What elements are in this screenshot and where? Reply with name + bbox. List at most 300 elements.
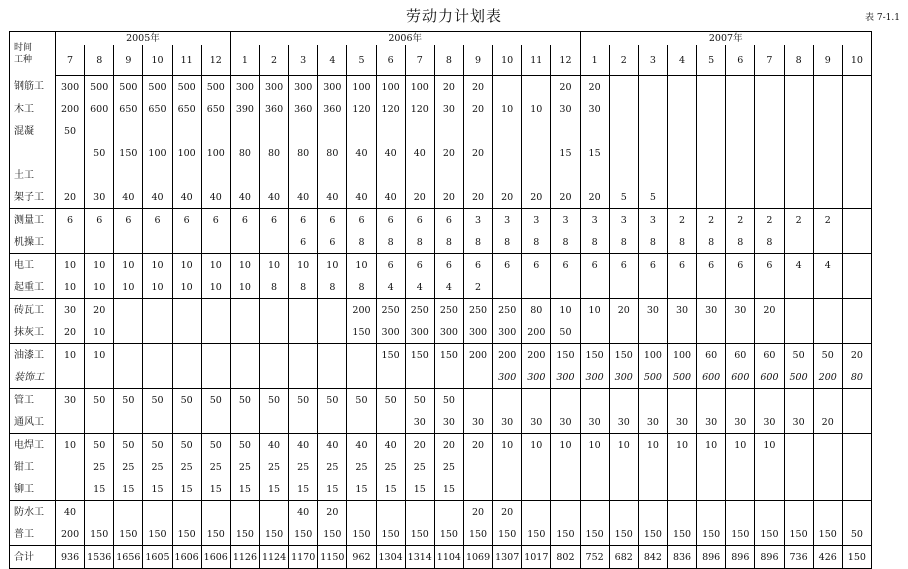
table-cell: [638, 389, 667, 412]
table-cell: [347, 411, 376, 434]
table-row: [10, 186, 872, 209]
table-cell: 10: [318, 254, 347, 277]
table-cell: [813, 501, 842, 524]
table-cell: 150: [726, 523, 755, 546]
table-cell: 6: [289, 231, 318, 254]
table-cell: 25: [347, 456, 376, 478]
table-cell: [667, 321, 696, 344]
month-header: 8: [85, 45, 114, 76]
table-cell: 6: [405, 254, 434, 277]
table-cell: [784, 120, 813, 142]
table-cell: 10: [230, 276, 259, 299]
table-cell: [463, 120, 492, 142]
table-cell: [755, 276, 784, 299]
table-cell: 30: [726, 299, 755, 322]
total-cell: 1170: [289, 546, 318, 569]
table-cell: [580, 164, 609, 186]
table-cell: [813, 389, 842, 412]
table-cell: [347, 120, 376, 142]
table-cell: 6: [289, 209, 318, 232]
table-cell: [726, 501, 755, 524]
table-cell: [667, 76, 696, 99]
month-header: 6: [726, 45, 755, 76]
table-cell: 8: [493, 231, 522, 254]
table-cell: [726, 76, 755, 99]
table-cell: 15: [551, 142, 580, 164]
table-cell: 3: [580, 209, 609, 232]
table-cell: [201, 501, 230, 524]
table-cell: [201, 411, 230, 434]
table-cell: 6: [493, 254, 522, 277]
table-cell: 200: [347, 299, 376, 322]
total-cell: 736: [784, 546, 813, 569]
table-cell: [85, 231, 114, 254]
table-cell: [813, 478, 842, 501]
table-cell: [638, 456, 667, 478]
table-cell: [697, 501, 726, 524]
table-cell: [755, 478, 784, 501]
table-cell: 500: [784, 366, 813, 389]
table-cell: [842, 389, 871, 412]
table-cell: 60: [726, 344, 755, 367]
table-cell: [143, 321, 172, 344]
total-cell: 896: [697, 546, 726, 569]
month-header: 10: [842, 45, 871, 76]
table-cell: 300: [56, 76, 85, 99]
table-cell: 500: [172, 76, 201, 99]
month-header: 7: [405, 45, 434, 76]
table-cell: [85, 366, 114, 389]
month-header-row: [10, 45, 872, 76]
table-cell: 6: [434, 254, 463, 277]
table-cell: 60: [755, 344, 784, 367]
month-header: 1: [230, 45, 259, 76]
month-header: 5: [697, 45, 726, 76]
table-cell: 15: [201, 478, 230, 501]
table-cell: 40: [376, 186, 405, 209]
table-cell: [842, 186, 871, 209]
table-cell: 2: [697, 209, 726, 232]
trade-label: 油漆工: [10, 344, 56, 367]
table-cell: [493, 389, 522, 412]
table-cell: 6: [755, 254, 784, 277]
table-cell: 30: [580, 411, 609, 434]
table-cell: 20: [580, 76, 609, 99]
table-cell: 300: [318, 76, 347, 99]
table-cell: 25: [114, 456, 143, 478]
table-cell: 25: [376, 456, 405, 478]
table-cell: [376, 120, 405, 142]
table-cell: 600: [697, 366, 726, 389]
table-cell: 10: [172, 254, 201, 277]
year-header: 2006年: [230, 32, 580, 46]
table-cell: [842, 76, 871, 99]
table-cell: 40: [289, 501, 318, 524]
table-cell: 250: [463, 299, 492, 322]
table-cell: 10: [522, 98, 551, 120]
table-cell: 150: [813, 523, 842, 546]
table-cell: 8: [318, 276, 347, 299]
table-cell: [813, 231, 842, 254]
table-cell: 10: [726, 434, 755, 457]
table-cell: [405, 120, 434, 142]
table-cell: [172, 344, 201, 367]
table-cell: [289, 366, 318, 389]
table-cell: [842, 411, 871, 434]
table-cell: 15: [114, 478, 143, 501]
table-cell: 100: [172, 142, 201, 164]
total-cell: 896: [726, 546, 755, 569]
table-cell: 10: [609, 434, 638, 457]
table-cell: [172, 321, 201, 344]
table-cell: 10: [259, 254, 288, 277]
table-cell: [726, 389, 755, 412]
table-cell: 30: [405, 411, 434, 434]
table-cell: 8: [638, 231, 667, 254]
table-cell: [638, 478, 667, 501]
table-cell: 20: [813, 411, 842, 434]
table-cell: [609, 478, 638, 501]
table-cell: 40: [376, 434, 405, 457]
table-cell: 25: [318, 456, 347, 478]
table-cell: [609, 120, 638, 142]
table-cell: [522, 456, 551, 478]
table-cell: [609, 276, 638, 299]
table-cell: 6: [347, 209, 376, 232]
table-cell: [842, 98, 871, 120]
table-cell: [638, 120, 667, 142]
table-cell: 40: [259, 434, 288, 457]
table-cell: 6: [230, 209, 259, 232]
table-cell: 5: [638, 186, 667, 209]
table-cell: 25: [434, 456, 463, 478]
table-cell: [755, 456, 784, 478]
table-cell: 2: [667, 209, 696, 232]
table-cell: [813, 456, 842, 478]
table-cell: 2: [813, 209, 842, 232]
table-cell: 10: [667, 434, 696, 457]
table-cell: 150: [114, 523, 143, 546]
table-cell: [697, 456, 726, 478]
table-cell: [726, 142, 755, 164]
table-cell: [697, 76, 726, 99]
table-cell: 10: [697, 434, 726, 457]
table-cell: [755, 164, 784, 186]
table-cell: [842, 321, 871, 344]
table-cell: [755, 142, 784, 164]
table-cell: 10: [347, 254, 376, 277]
table-cell: [755, 98, 784, 120]
trade-label: 起重工: [10, 276, 56, 299]
table-cell: 2: [726, 209, 755, 232]
total-label: 合计: [10, 546, 56, 569]
table-cell: 20: [493, 501, 522, 524]
trade-label: 砖瓦工: [10, 299, 56, 322]
month-header: 9: [114, 45, 143, 76]
table-cell: 150: [405, 523, 434, 546]
total-cell: 1307: [493, 546, 522, 569]
table-cell: 500: [85, 76, 114, 99]
table-cell: [522, 76, 551, 99]
table-cell: 20: [318, 501, 347, 524]
table-cell: 6: [667, 254, 696, 277]
table-cell: 30: [463, 411, 492, 434]
table-cell: [56, 231, 85, 254]
table-cell: [230, 321, 259, 344]
table-cell: 20: [56, 186, 85, 209]
table-cell: [114, 164, 143, 186]
table-cell: [114, 231, 143, 254]
table-cell: 300: [376, 321, 405, 344]
table-cell: 150: [697, 523, 726, 546]
table-cell: 30: [85, 186, 114, 209]
table-cell: 500: [638, 366, 667, 389]
table-cell: 650: [143, 98, 172, 120]
table-cell: 150: [784, 523, 813, 546]
table-cell: 10: [580, 434, 609, 457]
table-cell: [318, 164, 347, 186]
table-cell: 150: [493, 523, 522, 546]
table-cell: 360: [259, 98, 288, 120]
table-cell: 10: [755, 434, 784, 457]
table-cell: [726, 478, 755, 501]
table-cell: 40: [289, 434, 318, 457]
table-row: [10, 321, 872, 344]
trade-label: 土工: [10, 164, 56, 186]
total-cell: 1606: [172, 546, 201, 569]
table-cell: 80: [289, 142, 318, 164]
table-cell: [551, 389, 580, 412]
month-header: 9: [463, 45, 492, 76]
table-cell: 6: [143, 209, 172, 232]
table-cell: 30: [434, 411, 463, 434]
table-cell: 50: [114, 389, 143, 412]
table-cell: 200: [813, 366, 842, 389]
table-cell: [493, 120, 522, 142]
table-cell: 300: [493, 321, 522, 344]
table-cell: [609, 501, 638, 524]
table-cell: [376, 411, 405, 434]
table-cell: 300: [405, 321, 434, 344]
table-cell: 150: [85, 523, 114, 546]
month-header: 8: [784, 45, 813, 76]
table-cell: [813, 76, 842, 99]
total-row: [10, 546, 872, 569]
table-cell: [201, 366, 230, 389]
table-cell: 50: [230, 389, 259, 412]
total-cell: 1605: [143, 546, 172, 569]
table-cell: 30: [784, 411, 813, 434]
table-cell: [551, 276, 580, 299]
table-cell: 6: [376, 254, 405, 277]
table-cell: 50: [813, 344, 842, 367]
trade-label: 电焊工: [10, 434, 56, 457]
table-cell: [143, 344, 172, 367]
table-cell: 30: [56, 299, 85, 322]
table-cell: 10: [638, 434, 667, 457]
table-cell: [609, 76, 638, 99]
table-cell: 200: [56, 98, 85, 120]
table-cell: [813, 98, 842, 120]
table-cell: [289, 120, 318, 142]
total-cell: 802: [551, 546, 580, 569]
table-cell: 10: [551, 299, 580, 322]
table-cell: 80: [259, 142, 288, 164]
table-cell: [493, 456, 522, 478]
table-cell: 15: [143, 478, 172, 501]
table-cell: 15: [230, 478, 259, 501]
total-cell: 150: [842, 546, 871, 569]
table-cell: 25: [201, 456, 230, 478]
table-cell: 150: [230, 523, 259, 546]
table-cell: [172, 231, 201, 254]
year-header: 2007年: [580, 32, 871, 46]
month-header: 5: [347, 45, 376, 76]
month-header: 1: [580, 45, 609, 76]
table-cell: [172, 120, 201, 142]
table-row: [10, 231, 872, 254]
table-cell: 50: [201, 389, 230, 412]
table-cell: 360: [318, 98, 347, 120]
table-cell: 300: [580, 366, 609, 389]
table-cell: [842, 478, 871, 501]
table-cell: [697, 120, 726, 142]
table-cell: 40: [56, 501, 85, 524]
table-cell: [259, 501, 288, 524]
table-cell: 8: [376, 231, 405, 254]
total-cell: 1606: [201, 546, 230, 569]
table-cell: [259, 164, 288, 186]
table-cell: [667, 186, 696, 209]
table-cell: 50: [172, 434, 201, 457]
table-cell: [551, 478, 580, 501]
table-cell: 250: [376, 299, 405, 322]
table-cell: [114, 411, 143, 434]
table-cell: 300: [289, 76, 318, 99]
table-cell: 6: [259, 209, 288, 232]
table-cell: 100: [143, 142, 172, 164]
table-cell: [522, 142, 551, 164]
total-cell: 1314: [405, 546, 434, 569]
table-cell: 50: [201, 434, 230, 457]
table-cell: 40: [259, 186, 288, 209]
table-cell: [114, 321, 143, 344]
table-row: [10, 344, 872, 367]
table-cell: [609, 456, 638, 478]
table-cell: 10: [172, 276, 201, 299]
table-row: [10, 76, 872, 99]
table-cell: [522, 389, 551, 412]
table-cell: [842, 164, 871, 186]
table-cell: [318, 411, 347, 434]
table-cell: 20: [85, 299, 114, 322]
table-cell: 25: [85, 456, 114, 478]
table-cell: 500: [201, 76, 230, 99]
month-header: 3: [289, 45, 318, 76]
table-cell: 6: [638, 254, 667, 277]
table-cell: [85, 501, 114, 524]
table-cell: 30: [697, 411, 726, 434]
table-cell: [784, 321, 813, 344]
table-row: [10, 142, 872, 164]
table-cell: 150: [376, 344, 405, 367]
table-cell: [259, 120, 288, 142]
table-cell: [143, 411, 172, 434]
total-cell: 1304: [376, 546, 405, 569]
table-cell: 300: [551, 366, 580, 389]
table-cell: 10: [580, 299, 609, 322]
table-cell: [813, 299, 842, 322]
table-cell: 30: [609, 411, 638, 434]
table-row: [10, 164, 872, 186]
month-header: 11: [172, 45, 201, 76]
month-header: 9: [813, 45, 842, 76]
table-cell: [405, 501, 434, 524]
total-cell: 962: [347, 546, 376, 569]
table-cell: 20: [463, 186, 492, 209]
table-cell: [405, 366, 434, 389]
table-cell: [318, 321, 347, 344]
table-cell: [842, 120, 871, 142]
table-cell: [638, 98, 667, 120]
table-cell: 600: [85, 98, 114, 120]
table-cell: [347, 501, 376, 524]
table-cell: [143, 299, 172, 322]
table-cell: 30: [56, 389, 85, 412]
table-cell: [259, 411, 288, 434]
table-cell: [697, 276, 726, 299]
table-cell: 8: [667, 231, 696, 254]
month-header: 10: [493, 45, 522, 76]
trade-label: 防水工: [10, 501, 56, 524]
table-cell: 30: [726, 411, 755, 434]
table-cell: 6: [56, 209, 85, 232]
table-cell: 2: [463, 276, 492, 299]
table-cell: [230, 164, 259, 186]
table-cell: [784, 501, 813, 524]
table-cell: 8: [463, 231, 492, 254]
table-cell: 150: [755, 523, 784, 546]
table-cell: 30: [522, 411, 551, 434]
table-cell: [114, 120, 143, 142]
table-cell: [551, 501, 580, 524]
table-cell: 250: [434, 299, 463, 322]
table-cell: 8: [289, 276, 318, 299]
month-header: 2: [609, 45, 638, 76]
table-cell: [522, 164, 551, 186]
table-cell: 15: [172, 478, 201, 501]
table-cell: [289, 411, 318, 434]
table-cell: [726, 321, 755, 344]
table-cell: [784, 231, 813, 254]
table-cell: [580, 478, 609, 501]
table-cell: 120: [376, 98, 405, 120]
table-cell: 40: [201, 186, 230, 209]
table-cell: [755, 76, 784, 99]
table-cell: 3: [638, 209, 667, 232]
trade-label: 木工: [10, 98, 56, 120]
table-cell: 20: [463, 76, 492, 99]
table-cell: 30: [755, 411, 784, 434]
table-cell: [289, 321, 318, 344]
month-header: 10: [143, 45, 172, 76]
table-cell: 50: [784, 344, 813, 367]
table-cell: [259, 321, 288, 344]
year-header-row: [10, 32, 872, 46]
table-cell: 50: [143, 434, 172, 457]
table-cell: [726, 456, 755, 478]
table-cell: 30: [434, 98, 463, 120]
